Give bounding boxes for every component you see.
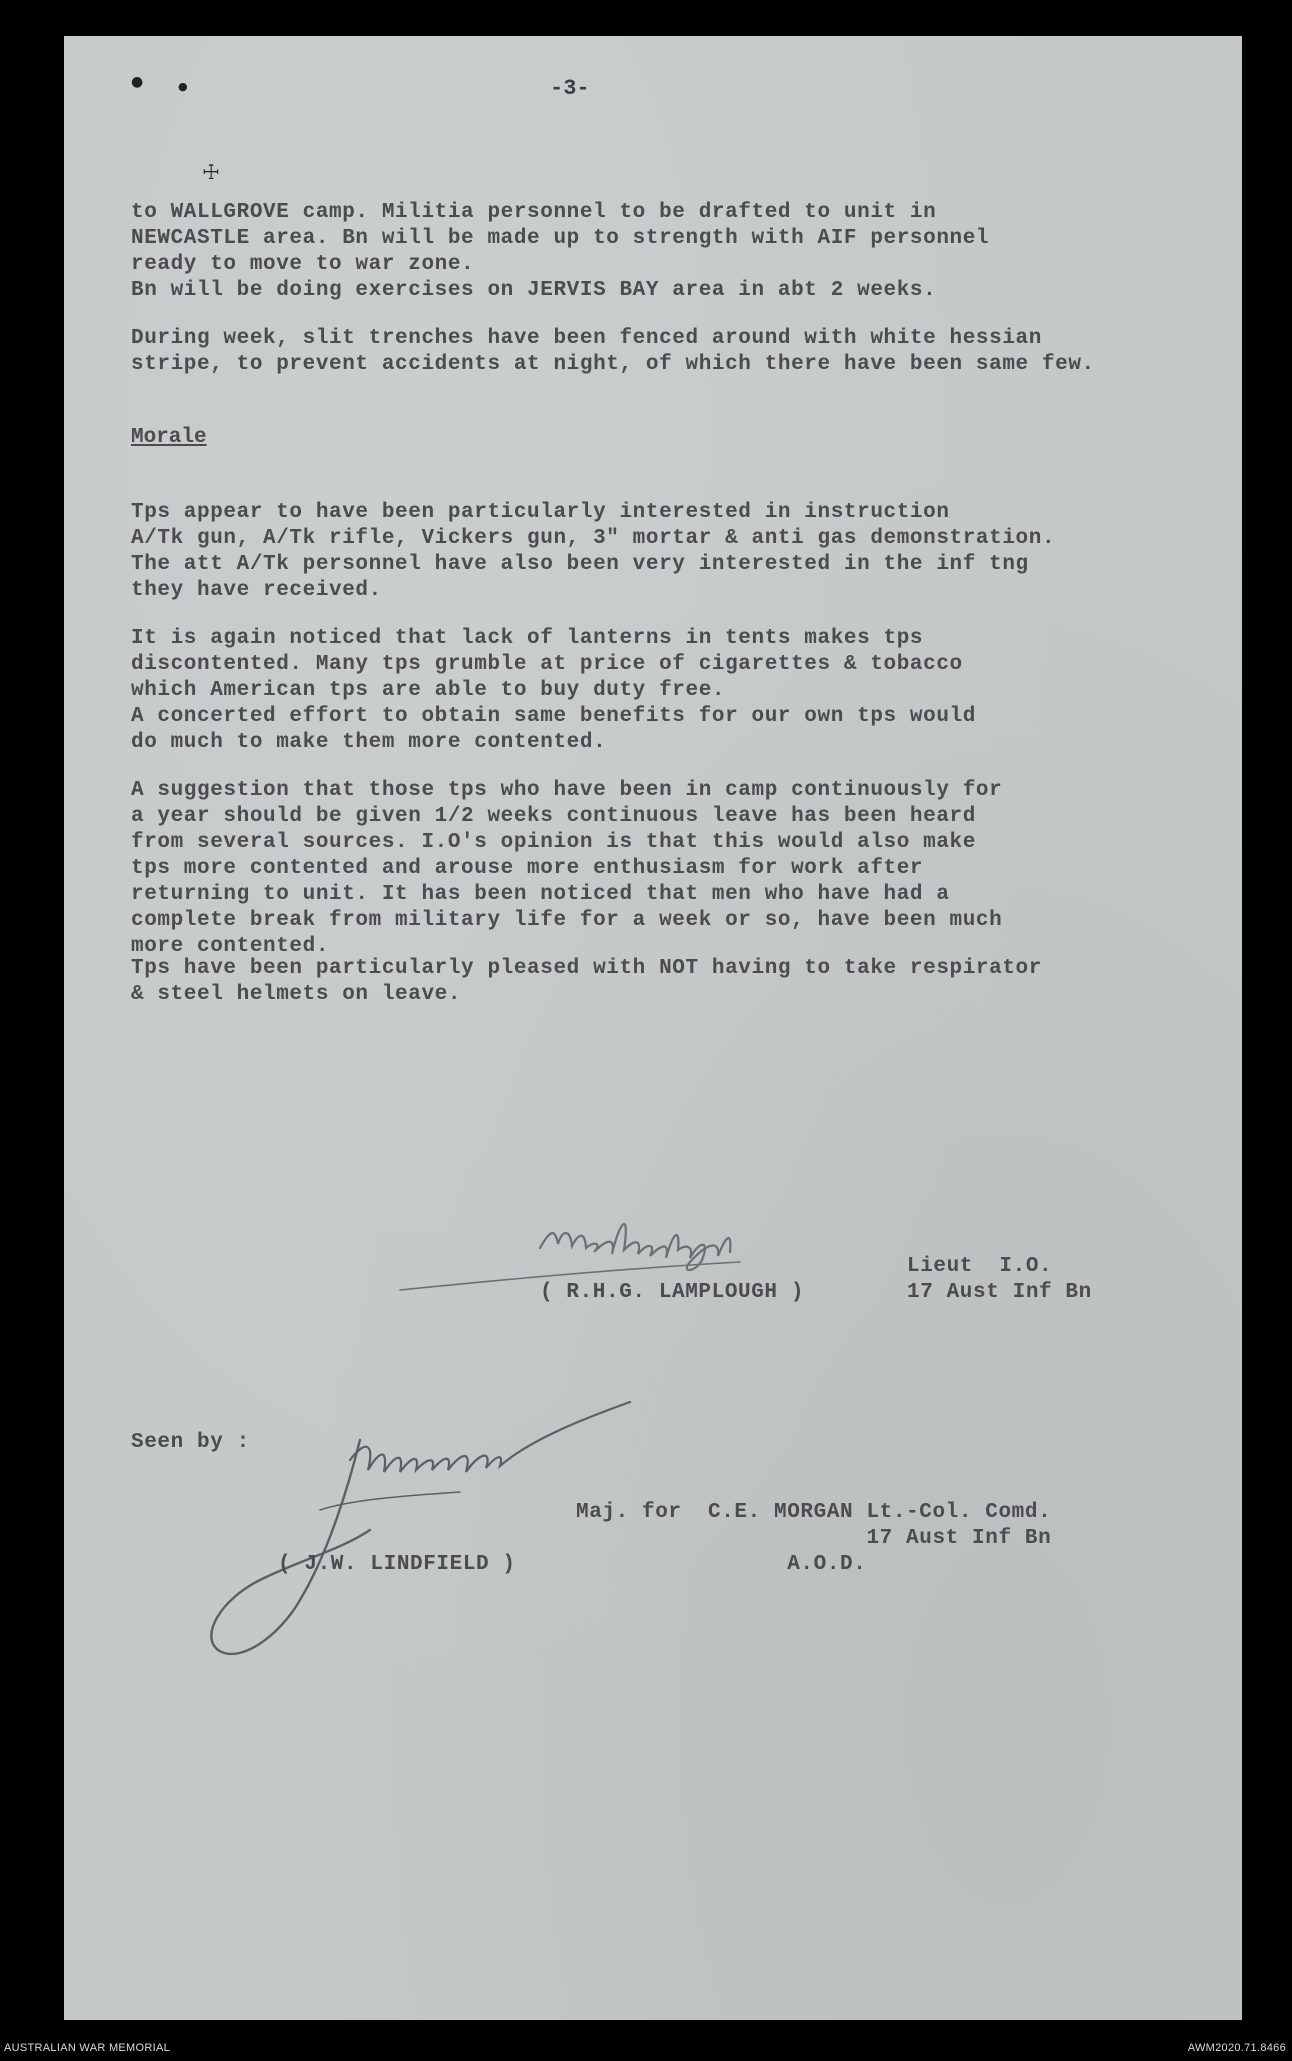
page-number: -3-	[550, 76, 590, 101]
paragraph-3: Tps appear to have been particularly interested in instruction A/Tk gun, A/Tk rifle, Vickers gun, 3" mortar & anti gas demonstration. The att A/Tk personnel have also been very interested in the inf tng they have received.	[131, 501, 1056, 602]
paragraph-1: to WALLGROVE camp. Militia personnel to be drafted to unit in NEWCASTLE area. Bn will be made up to strength with AIF personnel ready to move to war zone. Bn will be doing exercises on JERVIS BAY area in abt 2 weeks.	[131, 201, 990, 302]
paragraph-4: It is again noticed that lack of lanterns in tents makes tps discontented. Many tps grumble at price of cigarettes & tobacco which American tps are able to buy duty free. A concerted effort to obtain same benefits for our own tps would do much to make them more contented.	[131, 627, 976, 754]
paragraph-2: During week, slit trenches have been fenced around with white hessian stripe, to prevent accidents at night, of which there have been same few.	[131, 327, 1095, 376]
ink-mark: ●	[178, 80, 188, 93]
paragraph-5: A suggestion that those tps who have been in camp continuously for a year should be given 1/2 weeks continuous leave has been heard from several sources. I.O's opinion is that this would also make tps more contented and arouse more enthusiasm for work after returning to unit. It has been noticed that men who have had a complete break from military life for a week or so, have been much more contented.	[131, 779, 1003, 958]
seen-by-label: Seen by :	[131, 1431, 250, 1454]
ink-mark: ●	[131, 74, 144, 90]
heading-morale: Morale	[131, 426, 207, 449]
footer-accession-number: AWM2020.71.8466	[1187, 2042, 1286, 2054]
footer-institution: AUSTRALIAN WAR MEMORIAL	[4, 2042, 171, 2054]
signature-role-morgan: Maj. for C.E. MORGAN Lt.-Col. Comd. 17 Aust Inf Bn A.O.D.	[576, 1501, 1052, 1576]
paragraph-6: Tps have been particularly pleased with NOT having to take respirator & steel helmets on leave.	[131, 957, 1042, 1006]
signature-name-lamplough: ( R.H.G. LAMPLOUGH )	[540, 1281, 805, 1304]
signature-name-lindfield: ( J.W. LINDFIELD )	[278, 1553, 516, 1576]
signature-rank-lamplough: Lieut I.O. 17 Aust Inf Bn	[907, 1255, 1092, 1304]
ink-mark: ☩	[202, 160, 220, 184]
